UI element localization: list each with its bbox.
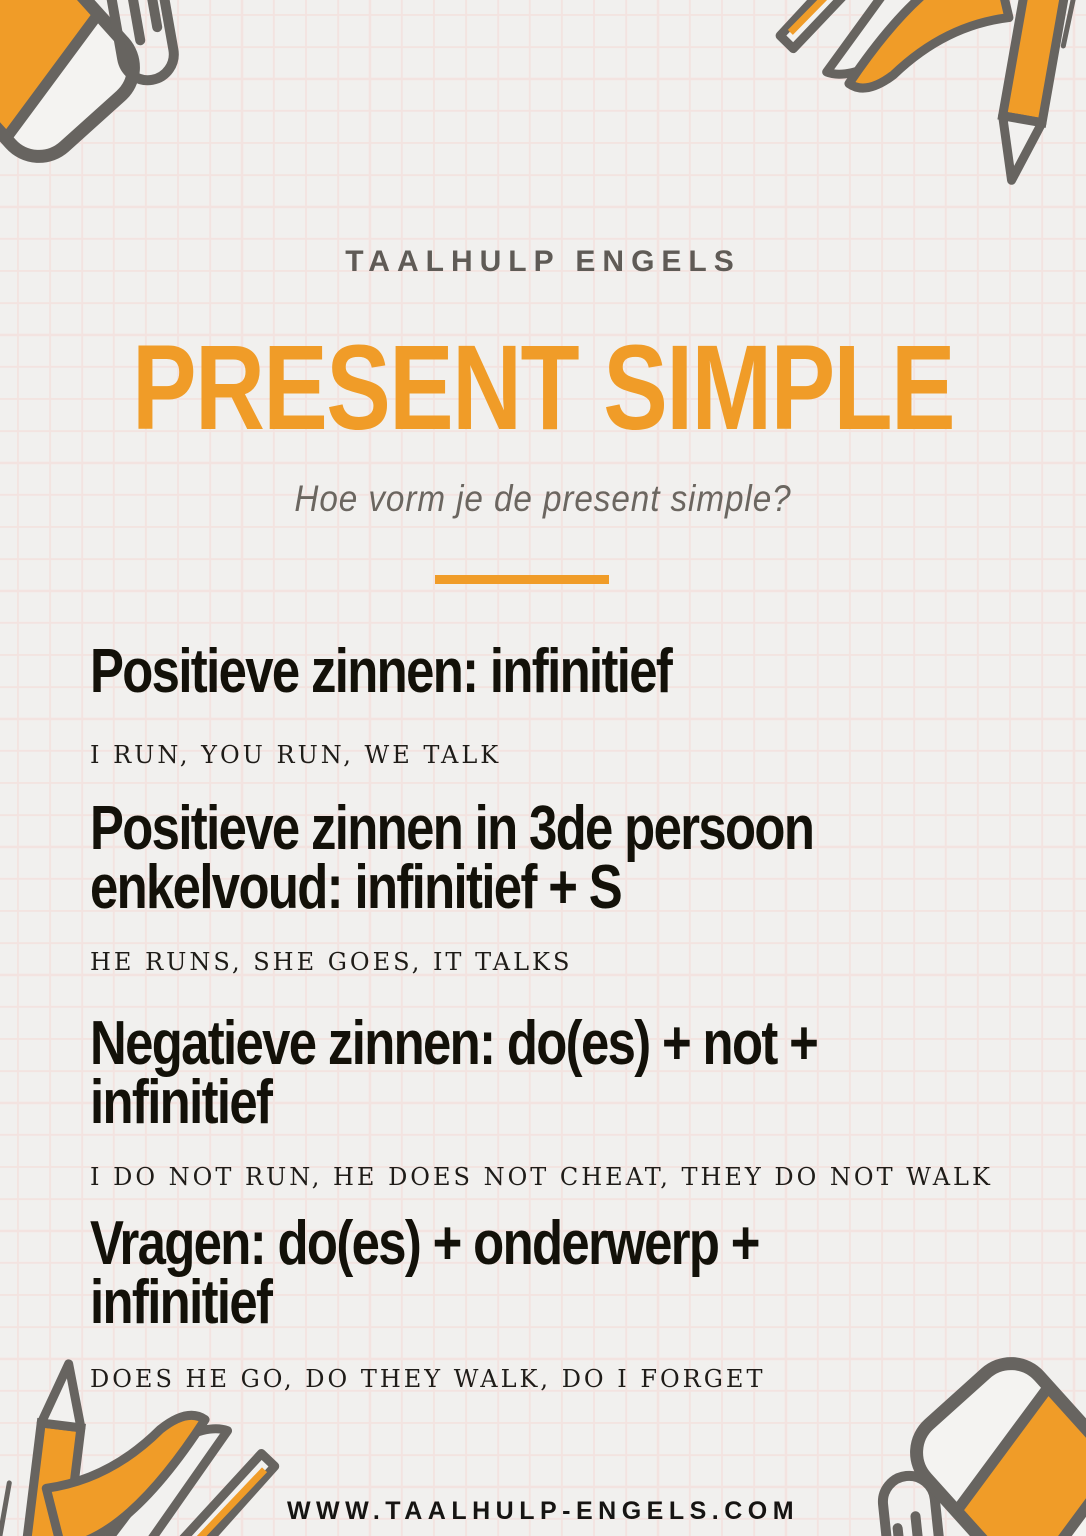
- section-heading-line: Vragen: do(es) + onderwerp +: [90, 1209, 759, 1278]
- section-heading-line: infinitief: [90, 1267, 272, 1337]
- section-positive: [90, 637, 799, 706]
- section-negative: [90, 1009, 977, 1137]
- pencil-icon: [976, 0, 1086, 204]
- accent-divider: [435, 575, 609, 584]
- book-pages-icon: [770, 0, 1030, 111]
- pencil-edge-line: [1060, 0, 1076, 49]
- brand-name: TAALHULP ENGELS: [345, 245, 741, 278]
- section-heading: Positieve zinnen: infinitief: [90, 637, 672, 706]
- section-example: I DO NOT RUN, HE DOES NOT CHEAT, THEY DO NOT WALK: [90, 1163, 993, 1191]
- section-heading-line: Positieve zinnen in 3de persoon: [90, 794, 814, 863]
- section-positive-3rd-person: [90, 794, 972, 922]
- eraser-icon: [0, 0, 162, 185]
- paperclip-icon: [98, 0, 198, 110]
- section-heading-line: enkelvoud: infinitief + S: [90, 852, 622, 922]
- page-subtitle: Hoe vorm je de present simple?: [294, 478, 792, 519]
- section-questions: [90, 1209, 906, 1337]
- section-example: HE RUNS, SHE GOES, IT TALKS: [90, 948, 573, 976]
- section-example: DOES HE GO, DO THEY WALK, DO I FORGET: [90, 1365, 766, 1393]
- section-heading-line: Negatieve zinnen: do(es) + not +: [90, 1009, 818, 1078]
- page-title: PRESENT SIMPLE: [131, 319, 955, 455]
- section-heading-line: infinitief: [90, 1067, 272, 1137]
- website-url: WWW.TAALHULP-ENGELS.COM: [286, 1497, 800, 1525]
- section-example: I RUN, YOU RUN, WE TALK: [90, 741, 502, 769]
